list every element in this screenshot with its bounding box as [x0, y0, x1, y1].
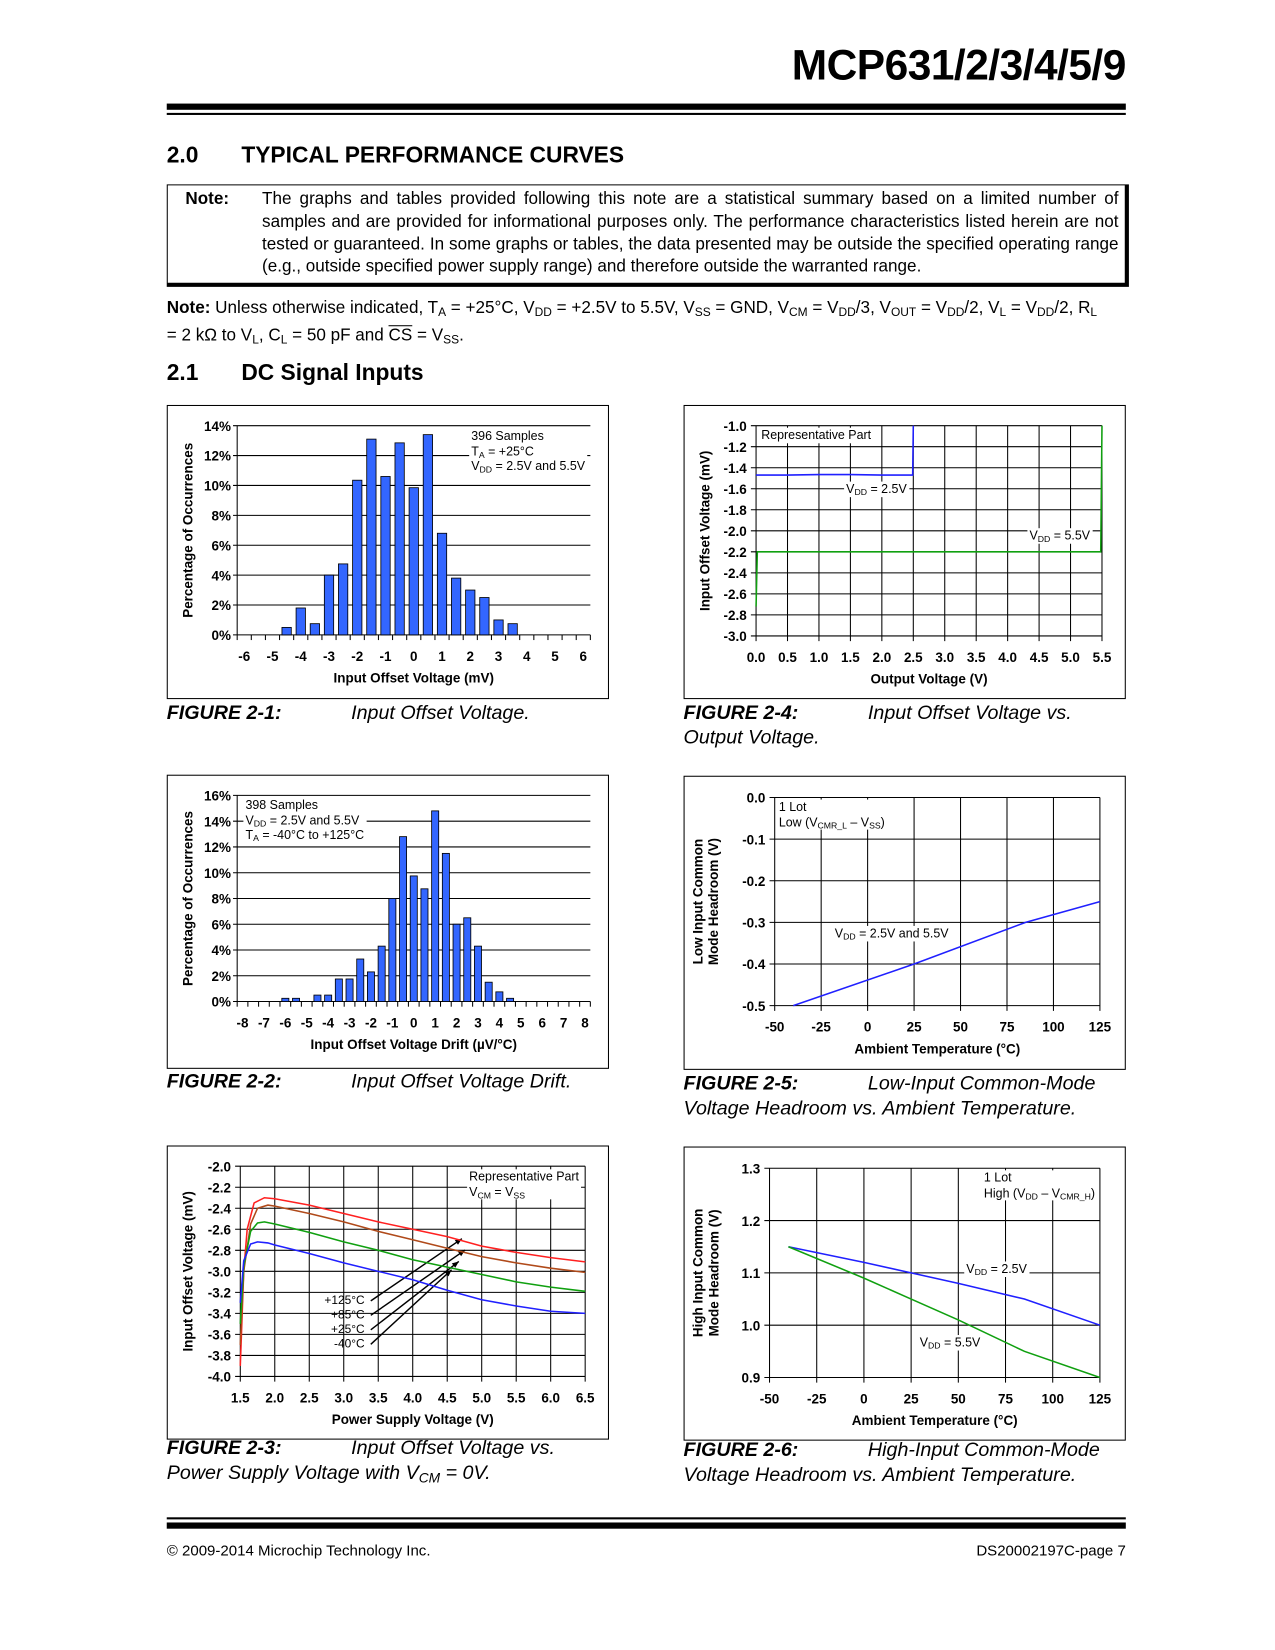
bar	[367, 972, 374, 1002]
subsection-heading	[167, 359, 424, 386]
x-tick-label: 4.0	[403, 1390, 423, 1406]
y-axis-title: Mode Headroom (V)	[706, 1209, 722, 1337]
y-tick-label: 1.1	[741, 1266, 761, 1282]
x-tick-label: 2	[466, 648, 475, 664]
y-tick-label: -0.2	[742, 873, 766, 889]
y-tick-label: 12%	[204, 448, 231, 464]
bar	[314, 995, 321, 1001]
y-tick-label: 1.2	[741, 1213, 761, 1229]
y-tick-label: -4.0	[207, 1369, 231, 1385]
figure-label: FIGURE 2-2:	[166, 1070, 282, 1093]
annotation-line: Representative Part	[469, 1169, 580, 1184]
figure-2-3-caption	[167, 1437, 612, 1487]
chart-annotation	[964, 1261, 1029, 1276]
y-tick-label: 0%	[211, 628, 231, 644]
y-axis-title: Percentage of Occurrences	[180, 442, 196, 618]
y-tick-label: 0.9	[741, 1370, 761, 1386]
bar	[378, 946, 385, 1001]
bar	[335, 979, 342, 1002]
bar	[357, 959, 364, 1002]
figure-2-5-line-chart	[684, 776, 1126, 1070]
y-tick-label: -1.2	[723, 439, 747, 455]
annotation-line: 396 Samples	[471, 428, 544, 444]
note-label: Note:	[185, 189, 230, 209]
bar	[508, 624, 517, 635]
annotation-line: 398 Samples	[245, 797, 319, 812]
x-tick-label: 125	[1088, 1019, 1112, 1035]
y-tick-label: -2.8	[723, 608, 747, 624]
y-tick-label: -2.0	[207, 1159, 231, 1175]
header-rule-thick	[167, 104, 1126, 110]
x-tick-label: 1.0	[809, 649, 829, 665]
x-tick-label: 5.5	[1092, 649, 1112, 665]
figure-label: FIGURE 2-1:	[166, 702, 282, 724]
bar	[480, 598, 489, 635]
x-tick-label: -50	[759, 1391, 780, 1407]
annotation-line: $V_{DD} = 2.5V$	[846, 481, 907, 498]
figure-title: Input Offset Voltage vs. Output Voltage.	[683, 702, 1072, 749]
y-tick-label: 14%	[204, 814, 231, 830]
x-tick-label: 3	[474, 1015, 482, 1031]
figure-title: Input Offset Voltage Drift.	[351, 1070, 572, 1093]
figure-title: High-Input Common-Mode Voltage Headroom vs. Ambient Temperature.	[683, 1439, 1100, 1487]
bar	[353, 480, 362, 635]
figure-2-5-caption	[684, 1072, 1129, 1122]
x-tick-label: -3	[343, 1015, 356, 1031]
document-title: MCP631/2/3/4/5/9	[791, 41, 1126, 90]
bar	[325, 995, 332, 1001]
footer-page-number: DS20002197C-page 7	[976, 1543, 1126, 1560]
x-tick-label: 75	[999, 1019, 1015, 1035]
bar	[293, 998, 300, 1001]
chart-annotation	[982, 1170, 1097, 1200]
x-tick-label: -8	[236, 1015, 249, 1031]
bar	[389, 898, 396, 1001]
bar	[296, 608, 305, 635]
subsection-number: 2.1	[166, 359, 199, 386]
y-tick-label: 0.0	[746, 790, 766, 806]
y-tick-label: -2.2	[207, 1180, 231, 1196]
x-tick-label: 1.5	[841, 649, 860, 665]
x-tick-label: 6	[579, 648, 588, 664]
x-axis-title: Ambient Temperature (°C)	[854, 1041, 1021, 1057]
y-tick-label: -2.0	[723, 523, 747, 539]
y-tick-label: -1.4	[723, 460, 747, 476]
figure-label: FIGURE 2-6:	[683, 1439, 799, 1462]
x-tick-label: 125	[1088, 1391, 1112, 1407]
x-tick-label: 50	[950, 1391, 966, 1407]
bar	[494, 620, 503, 635]
figure-label: FIGURE 2-5:	[683, 1072, 799, 1095]
x-tick-label: -25	[811, 1019, 831, 1035]
annotation-line: $V_{DD} = 2.5V$ and 5.5V	[245, 812, 360, 829]
y-axis-title: Percentage of Occurrences	[180, 810, 196, 986]
bar	[282, 998, 289, 1001]
x-tick-label: 0.5	[778, 649, 797, 665]
x-tick-label: 5.5	[506, 1390, 526, 1406]
bar	[437, 533, 446, 635]
footer-copyright: © 2009-2014 Microchip Technology Inc.	[166, 1543, 431, 1560]
x-tick-label: 2.5	[903, 649, 923, 665]
y-tick-label: -2.2	[723, 544, 747, 560]
section-number: 2.0	[166, 141, 199, 168]
y-tick-label: 8%	[211, 891, 231, 907]
y-tick-label: 2%	[211, 598, 231, 614]
section-heading	[167, 142, 624, 169]
annotation-line: +25°C	[330, 1323, 365, 1337]
x-tick-label: 0	[410, 648, 418, 664]
annotation-line: $V_{DD} = 5.5V$	[919, 1335, 981, 1351]
annotation-line: $V_{DD} = 2.5V$ and 5.5V	[834, 925, 949, 942]
bar	[453, 924, 460, 1001]
bar	[423, 435, 432, 635]
x-tick-label: 8	[581, 1015, 589, 1031]
x-tick-label: 4.5	[1029, 649, 1049, 665]
bar	[442, 853, 449, 1001]
annotation-line: 1 Lot	[983, 1170, 1012, 1185]
chart-annotation	[777, 800, 887, 830]
y-tick-label: -2.8	[207, 1243, 231, 1259]
y-tick-label: -1.0	[723, 418, 747, 434]
y-tick-label: -2.6	[207, 1222, 231, 1238]
note-text: The graphs and tables provided following this note are a statistical summary based on a limited number of samples and are provided for informational purposes only. The performance characteristics listed herein are not tested or guaranteed. In some graphs or tables, the data presented may be outside the specified operating range (e.g., outside specified power supply range) and therefore outside the warranted range.	[262, 189, 1119, 276]
x-tick-label: 5.0	[1061, 649, 1080, 665]
y-tick-label: -3.0	[723, 629, 747, 645]
figure-2-4-caption	[684, 701, 1129, 751]
y-tick-label: 14%	[204, 418, 231, 434]
x-tick-label: 0	[410, 1015, 418, 1031]
figure-label: FIGURE 2-3:	[166, 1437, 282, 1460]
y-tick-label: 0%	[211, 994, 231, 1010]
annotation-line: $V_{CM} = V_{SS}$	[469, 1184, 526, 1200]
bar	[395, 443, 404, 635]
x-tick-label: 1	[431, 1015, 439, 1031]
bar	[400, 837, 407, 1002]
x-tick-label: 2.5	[299, 1390, 319, 1406]
x-tick-label: 3.5	[368, 1390, 388, 1406]
bar	[464, 918, 471, 1002]
chart-annotation	[259, 1323, 365, 1338]
bar	[485, 982, 492, 1001]
y-tick-label: 10%	[204, 478, 231, 494]
y-tick-label: -2.4	[723, 566, 747, 582]
annotation-line: 1 Lot	[778, 799, 807, 815]
bar	[381, 476, 390, 634]
y-tick-label: 6%	[211, 538, 231, 554]
x-tick-label: 100	[1041, 1391, 1064, 1407]
x-tick-label: -5	[300, 1015, 313, 1031]
chart-annotation	[1027, 528, 1092, 543]
bar	[421, 889, 428, 1002]
y-tick-label: 4%	[211, 943, 231, 959]
x-tick-label: 4	[523, 648, 531, 664]
y-tick-label: 8%	[211, 508, 231, 524]
x-tick-label: 0.0	[746, 649, 766, 665]
x-tick-label: 2	[452, 1015, 461, 1031]
bar	[367, 439, 376, 635]
subsection-title: DC Signal Inputs	[241, 359, 424, 386]
test-conditions-note: Note: Unless otherwise indicated, $T_A = +25^\circ C$, $V_{DD} = +2.5V$ to 5.5V, $V_{SS}$ = GND, $V_{CM} = V_{DD}/3$, $V_{OUT} = V_{DD}/2$, $V_L = V_{DD}/2$, $R_L = 2$ kΩ to $V_L$, $C_L = 50$ pF and $\overline{CS} = V_{SS}$.	[166, 298, 1098, 347]
chart-annotation	[259, 1308, 365, 1323]
header-rule-thin	[167, 113, 1126, 115]
chart-annotation	[918, 1335, 983, 1350]
x-tick-label: 3	[494, 648, 503, 664]
y-tick-label: -1.6	[723, 481, 747, 497]
y-axis-title: Mode Headroom (V)	[706, 838, 722, 966]
y-tick-label: 10%	[204, 865, 231, 881]
y-tick-label: -3.6	[207, 1327, 231, 1343]
annotation-line: +125°C	[324, 1294, 365, 1308]
x-tick-label: -4	[322, 1015, 335, 1031]
bar	[451, 578, 460, 635]
x-axis-title: Power Supply Voltage (V)	[331, 1412, 494, 1428]
annotation-line: $T_A = -40^\circ C$ to +125°C	[245, 827, 365, 844]
bar	[324, 575, 333, 635]
y-tick-label: 1.0	[741, 1318, 761, 1334]
y-tick-label: 4%	[211, 568, 231, 584]
y-axis-title: Low Input Common	[690, 838, 706, 965]
x-tick-label: 1.5	[230, 1390, 250, 1406]
y-tick-label: -1.8	[723, 502, 747, 518]
y-axis-title: Input Offset Voltage (mV)	[697, 450, 713, 612]
bar	[410, 876, 417, 1002]
x-tick-label: 0	[860, 1391, 868, 1407]
x-tick-label: 3.0	[334, 1390, 354, 1406]
figure-2-4-line-chart	[684, 405, 1126, 699]
annotation-line: $T_A = +25^\circ C$	[471, 443, 534, 460]
bar	[474, 946, 481, 1001]
x-tick-label: 100	[1042, 1019, 1065, 1035]
section-title: TYPICAL PERFORMANCE CURVES	[241, 141, 625, 168]
bar	[338, 564, 347, 635]
x-tick-label: 75	[998, 1391, 1014, 1407]
footer-rule-thick	[167, 1522, 1126, 1528]
x-tick-label: -6	[279, 1015, 292, 1031]
chart-annotation	[467, 1169, 581, 1199]
x-tick-label: 25	[906, 1019, 922, 1035]
x-tick-label: 6.0	[541, 1390, 561, 1406]
annotation-line: Representative Part	[761, 427, 872, 443]
annotation-line: High $(V_{DD} - V_{CMR\_H})$	[983, 1185, 1096, 1201]
y-tick-label: 1.3	[741, 1161, 761, 1177]
chart-annotation	[844, 482, 909, 497]
note-box	[167, 184, 1129, 287]
y-tick-label: -3.8	[207, 1348, 231, 1364]
bar	[466, 590, 475, 635]
y-axis-title: High Input Common	[690, 1208, 706, 1338]
chart-annotation	[259, 1337, 365, 1352]
bar	[432, 811, 439, 1002]
y-tick-label: -3.4	[207, 1306, 231, 1322]
x-tick-label: -7	[257, 1015, 270, 1031]
x-tick-label: 2.0	[872, 649, 892, 665]
bar	[496, 992, 503, 1002]
y-tick-label: -2.6	[723, 587, 747, 603]
x-tick-label: 5.0	[472, 1390, 492, 1406]
x-tick-label: -50	[764, 1019, 785, 1035]
x-tick-label: 7	[559, 1015, 568, 1031]
x-axis-title: Ambient Temperature (°C)	[851, 1413, 1018, 1429]
annotation-line: +85°C	[330, 1309, 365, 1322]
footer-rule-thin	[167, 1517, 1126, 1519]
x-tick-label: 50	[953, 1019, 969, 1035]
x-axis-title: Input Offset Voltage Drift (µV/°C)	[310, 1037, 517, 1053]
y-tick-label: -3.2	[207, 1285, 231, 1301]
x-axis-title: Output Voltage (V)	[870, 671, 988, 687]
annotation-line: -40°C	[333, 1338, 365, 1351]
bar	[310, 624, 319, 635]
chart-annotation	[469, 429, 587, 474]
chart-annotation	[259, 1294, 365, 1309]
y-tick-label: -0.3	[742, 915, 766, 931]
chart-annotation	[243, 797, 366, 842]
y-tick-label: -2.4	[207, 1201, 231, 1217]
y-tick-label: 12%	[204, 840, 231, 856]
x-tick-label: -1	[379, 648, 392, 664]
x-axis-title: Input Offset Voltage (mV)	[333, 670, 494, 686]
x-tick-label: 5	[517, 1015, 525, 1031]
x-tick-label: -3	[323, 648, 335, 664]
annotation-line: $V_{DD} = 5.5V$	[1029, 528, 1091, 544]
annotation-line: $V_{DD} = 2.5V$ and 5.5V	[471, 458, 586, 475]
x-tick-label: 5	[551, 648, 559, 664]
x-tick-label: 3.5	[966, 649, 986, 665]
x-tick-label: -5	[266, 648, 279, 664]
x-tick-label: 6.5	[575, 1390, 595, 1406]
x-tick-label: 0	[863, 1019, 872, 1035]
y-tick-label: -0.1	[742, 832, 766, 848]
x-tick-label: 2.0	[265, 1390, 285, 1406]
y-tick-label: -0.4	[742, 957, 766, 973]
annotation-line: $V_{DD} = 2.5V$	[966, 1261, 1027, 1278]
x-tick-label: 1	[438, 648, 446, 664]
figure-2-2-caption	[167, 1070, 612, 1095]
x-tick-label: 4.5	[437, 1390, 457, 1406]
figure-label: FIGURE 2-4:	[683, 702, 799, 724]
figure-title: Low-Input Common-Mode Voltage Headroom vs. Ambient Temperature.	[683, 1072, 1096, 1120]
annotation-line: Low $(V_{CMR\_L} - V_{SS})$	[778, 814, 885, 831]
bar	[346, 979, 353, 1002]
figure-2-1-caption	[167, 701, 612, 726]
y-tick-label: 6%	[211, 917, 231, 933]
bar	[282, 627, 291, 634]
y-tick-label: 16%	[204, 788, 231, 804]
x-tick-label: -25	[806, 1391, 827, 1407]
x-tick-label: -1	[386, 1015, 399, 1031]
x-tick-label: 6	[538, 1015, 546, 1031]
x-tick-label: 25	[903, 1391, 919, 1407]
figure-2-6-caption	[684, 1439, 1129, 1489]
x-tick-label: -4	[294, 648, 307, 664]
chart-annotation	[833, 926, 951, 941]
y-axis-title: Input Offset Voltage (mV)	[180, 1191, 196, 1352]
x-tick-label: -2	[364, 1015, 377, 1031]
y-tick-label: -0.5	[742, 998, 766, 1014]
chart-annotation	[759, 428, 873, 443]
figure-title: Input Offset Voltage vs. Power Supply Voltage with $V_{CM} = 0V$.	[166, 1437, 555, 1486]
y-tick-label: -3.0	[207, 1264, 231, 1280]
x-tick-label: 4	[495, 1015, 504, 1031]
x-tick-label: -2	[351, 648, 364, 664]
y-tick-label: 2%	[211, 968, 231, 984]
x-tick-label: 4.0	[998, 649, 1017, 665]
bar	[409, 488, 418, 635]
figure-2-2-histogram	[167, 775, 609, 1069]
bar	[507, 998, 514, 1001]
x-tick-label: 3.0	[935, 649, 955, 665]
figure-title: Input Offset Voltage.	[351, 702, 530, 724]
x-tick-label: -6	[238, 648, 251, 664]
